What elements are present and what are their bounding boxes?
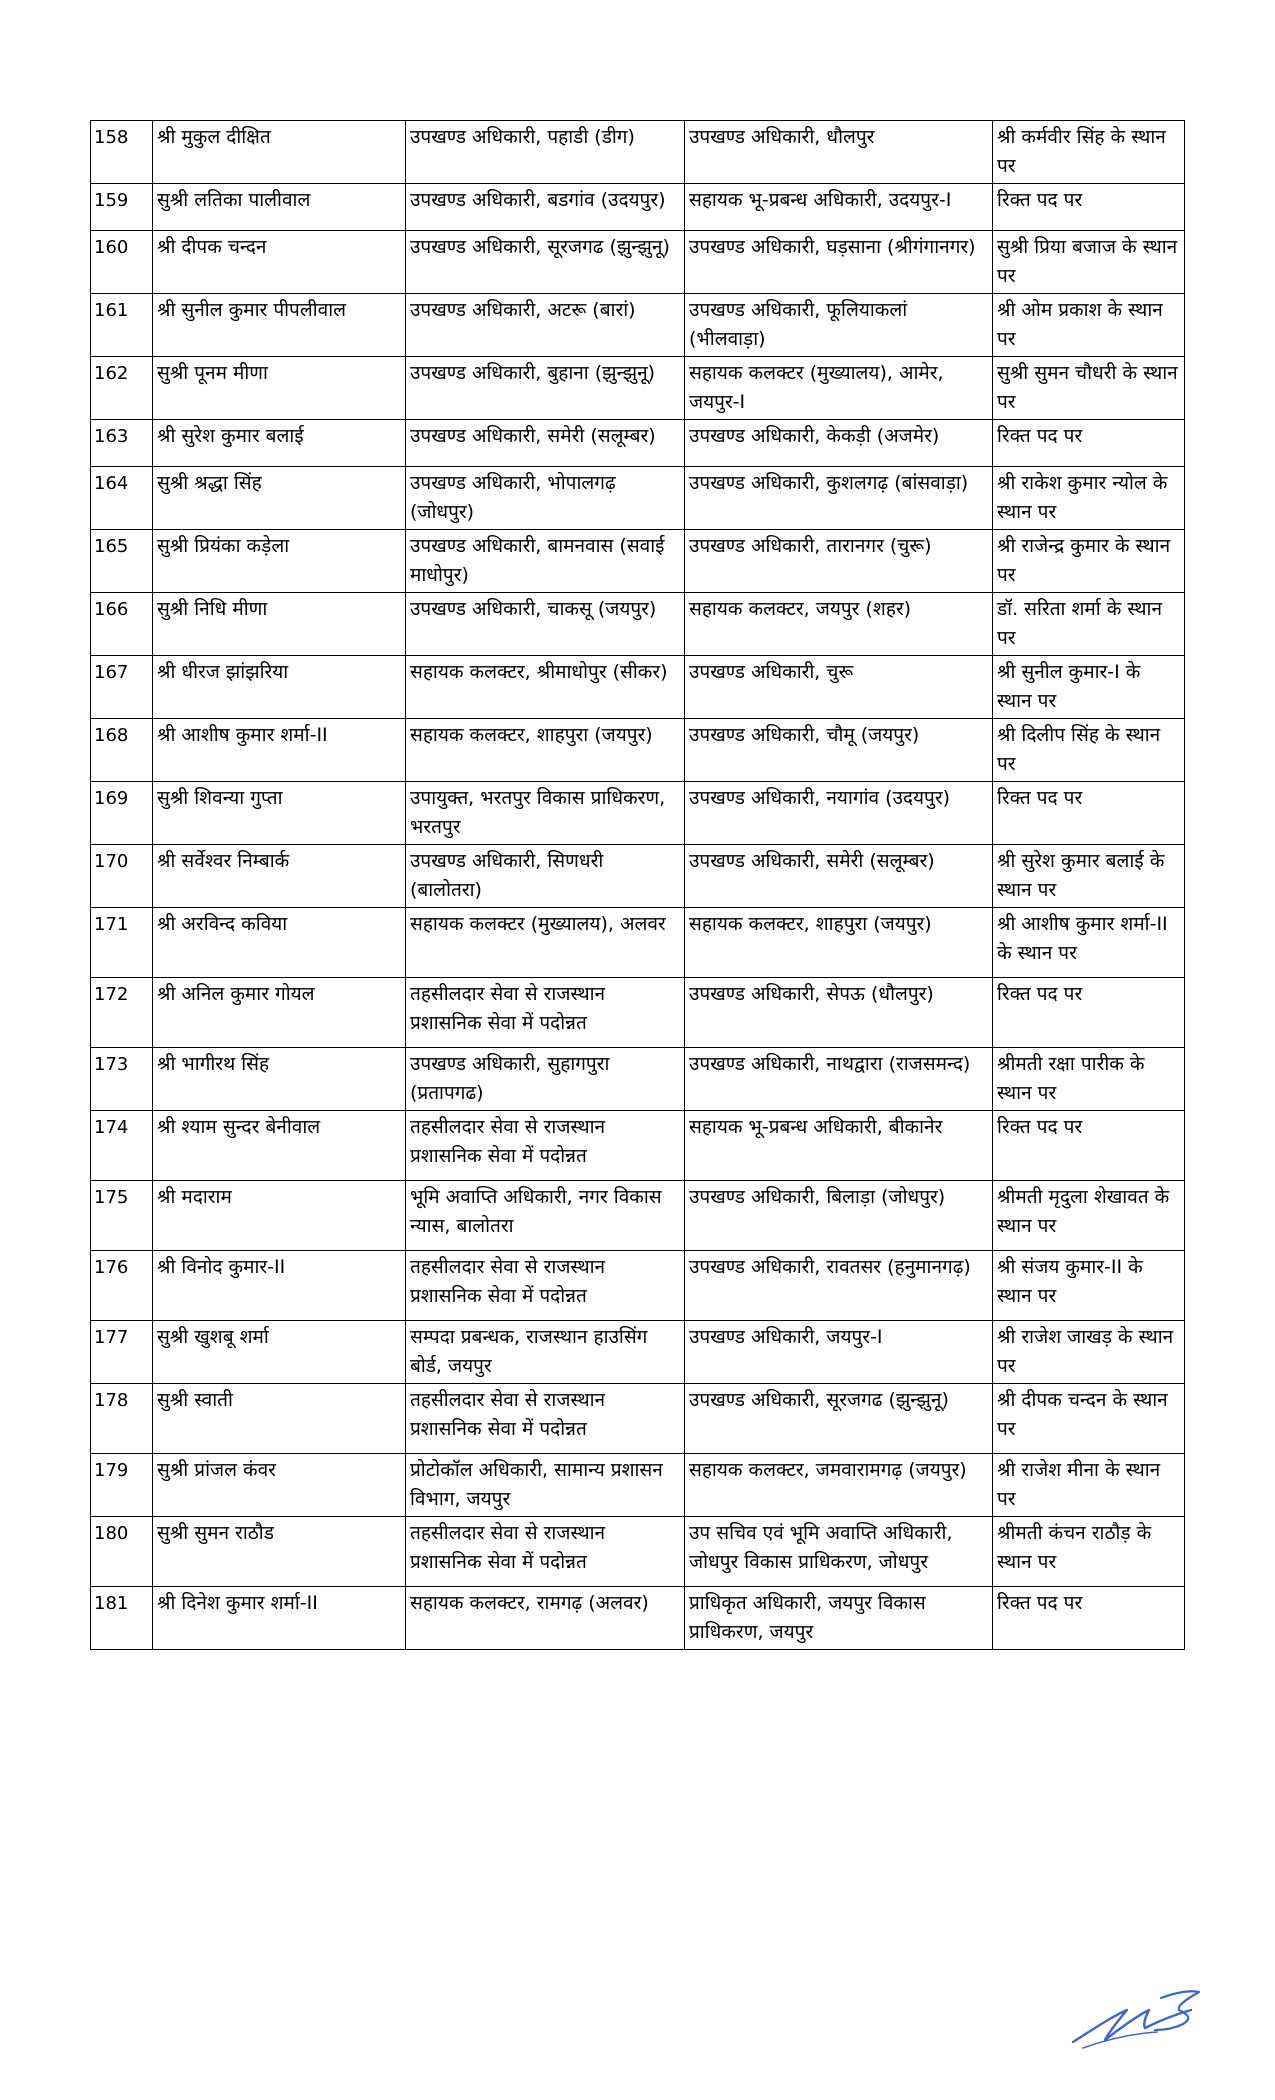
serial-number-cell: 173: [91, 1048, 153, 1111]
current-posting-cell: प्रोटोकॉल अधिकारी, सामान्य प्रशासन विभाग, जयपुर: [406, 1454, 685, 1517]
serial-number-cell: 160: [91, 231, 153, 294]
serial-number-cell: 161: [91, 294, 153, 357]
serial-number-cell: 158: [91, 121, 153, 184]
new-posting-cell: उपखण्ड अधिकारी, केकड़ी (अजमेर): [685, 420, 993, 467]
new-posting-cell: सहायक कलक्टर, जयपुर (शहर): [685, 593, 993, 656]
remark-cell: श्री सुरेश कुमार बलाई के स्थान पर: [993, 845, 1185, 908]
new-posting-cell: प्राधिकृत अधिकारी, जयपुर विकास प्राधिकरण, जयपुर: [685, 1587, 993, 1650]
remark-cell: श्री दीपक चन्दन के स्थान पर: [993, 1384, 1185, 1454]
remark-cell: सुश्री सुमन चौधरी के स्थान पर: [993, 357, 1185, 420]
serial-number-cell: 165: [91, 530, 153, 593]
current-posting-cell: उपखण्ड अधिकारी, बामनवास (सवाई माधोपुर): [406, 530, 685, 593]
remark-cell: रिक्त पद पर: [993, 978, 1185, 1048]
officer-name-cell: श्री दिनेश कुमार शर्मा-II: [153, 1587, 406, 1650]
table-row: [91, 1384, 1185, 1454]
current-posting-cell: तहसीलदार सेवा से राजस्थान प्रशासनिक सेवा में पदोन्नत: [406, 1251, 685, 1321]
table-row: [91, 719, 1185, 782]
table-row: [91, 1321, 1185, 1384]
current-posting-cell: सहायक कलक्टर (मुख्यालय), अलवर: [406, 908, 685, 978]
new-posting-cell: उप सचिव एवं भूमि अवाप्ति अधिकारी, जोधपुर विकास प्राधिकरण, जोधपुर: [685, 1517, 993, 1587]
current-posting-cell: उपखण्ड अधिकारी, पहाडी (डीग): [406, 121, 685, 184]
table-row: [91, 231, 1185, 294]
new-posting-cell: उपखण्ड अधिकारी, बिलाड़ा (जोधपुर): [685, 1181, 993, 1251]
officer-name-cell: सुश्री सुमन राठौड: [153, 1517, 406, 1587]
remark-cell: श्रीमती मृदुला शेखावत के स्थान पर: [993, 1181, 1185, 1251]
transfer-table: [90, 120, 1185, 1650]
new-posting-cell: उपखण्ड अधिकारी, सेपऊ (धौलपुर): [685, 978, 993, 1048]
serial-number-cell: 169: [91, 782, 153, 845]
table-body: [91, 121, 1185, 1650]
officer-name-cell: श्री दीपक चन्दन: [153, 231, 406, 294]
officer-name-cell: श्री सुनील कुमार पीपलीवाल: [153, 294, 406, 357]
officer-name-cell: श्री अनिल कुमार गोयल: [153, 978, 406, 1048]
remark-cell: श्री दिलीप सिंह के स्थान पर: [993, 719, 1185, 782]
new-posting-cell: उपखण्ड अधिकारी, फूलियाकलां (भीलवाड़ा): [685, 294, 993, 357]
officer-name-cell: श्री आशीष कुमार शर्मा-II: [153, 719, 406, 782]
serial-number-cell: 177: [91, 1321, 153, 1384]
officer-name-cell: सुश्री शिवन्या गुप्ता: [153, 782, 406, 845]
table-row: [91, 1048, 1185, 1111]
current-posting-cell: उपायुक्त, भरतपुर विकास प्राधिकरण, भरतपुर: [406, 782, 685, 845]
officer-name-cell: सुश्री स्वाती: [153, 1384, 406, 1454]
remark-cell: श्री सुनील कुमार-I के स्थान पर: [993, 656, 1185, 719]
serial-number-cell: 175: [91, 1181, 153, 1251]
remark-cell: श्रीमती रक्षा पारीक के स्थान पर: [993, 1048, 1185, 1111]
new-posting-cell: उपखण्ड अधिकारी, चुरू: [685, 656, 993, 719]
remark-cell: श्री आशीष कुमार शर्मा-II के स्थान पर: [993, 908, 1185, 978]
serial-number-cell: 181: [91, 1587, 153, 1650]
new-posting-cell: उपखण्ड अधिकारी, कुशलगढ़ (बांसवाड़ा): [685, 467, 993, 530]
new-posting-cell: सहायक कलक्टर (मुख्यालय), आमेर, जयपुर-I: [685, 357, 993, 420]
officer-name-cell: श्री अरविन्द कविया: [153, 908, 406, 978]
serial-number-cell: 166: [91, 593, 153, 656]
table-row: [91, 1517, 1185, 1587]
serial-number-cell: 179: [91, 1454, 153, 1517]
remark-cell: श्रीमती कंचन राठौड़ के स्थान पर: [993, 1517, 1185, 1587]
officer-name-cell: सुश्री खुशबू शर्मा: [153, 1321, 406, 1384]
officer-name-cell: सुश्री प्रियंका कड़ेला: [153, 530, 406, 593]
serial-number-cell: 170: [91, 845, 153, 908]
officer-name-cell: श्री मुकुल दीक्षित: [153, 121, 406, 184]
new-posting-cell: उपखण्ड अधिकारी, जयपुर-I: [685, 1321, 993, 1384]
table-row: [91, 184, 1185, 231]
officer-name-cell: श्री श्याम सुन्दर बेनीवाल: [153, 1111, 406, 1181]
current-posting-cell: तहसीलदार सेवा से राजस्थान प्रशासनिक सेवा में पदोन्नत: [406, 1111, 685, 1181]
remark-cell: रिक्त पद पर: [993, 782, 1185, 845]
new-posting-cell: उपखण्ड अधिकारी, धौलपुर: [685, 121, 993, 184]
current-posting-cell: सहायक कलक्टर, शाहपुरा (जयपुर): [406, 719, 685, 782]
new-posting-cell: सहायक भू-प्रबन्ध अधिकारी, उदयपुर-I: [685, 184, 993, 231]
serial-number-cell: 176: [91, 1251, 153, 1321]
officer-name-cell: श्री सर्वेश्वर निम्बार्क: [153, 845, 406, 908]
table-row: [91, 121, 1185, 184]
remark-cell: श्री राजेन्द्र कुमार के स्थान पर: [993, 530, 1185, 593]
serial-number-cell: 174: [91, 1111, 153, 1181]
current-posting-cell: उपखण्ड अधिकारी, सूरजगढ (झुन्झुनू): [406, 231, 685, 294]
serial-number-cell: 168: [91, 719, 153, 782]
table-row: [91, 1251, 1185, 1321]
table-row: [91, 593, 1185, 656]
new-posting-cell: सहायक कलक्टर, जमवारामगढ़ (जयपुर): [685, 1454, 993, 1517]
serial-number-cell: 162: [91, 357, 153, 420]
new-posting-cell: उपखण्ड अधिकारी, तारानगर (चुरू): [685, 530, 993, 593]
current-posting-cell: उपखण्ड अधिकारी, बुहाना (झुन्झुनू): [406, 357, 685, 420]
table-row: [91, 1454, 1185, 1517]
table-row: [91, 294, 1185, 357]
table-row: [91, 845, 1185, 908]
officer-name-cell: सुश्री निधि मीणा: [153, 593, 406, 656]
serial-number-cell: 171: [91, 908, 153, 978]
officer-name-cell: श्री मदाराम: [153, 1181, 406, 1251]
table-row: [91, 782, 1185, 845]
table-row: [91, 908, 1185, 978]
current-posting-cell: उपखण्ड अधिकारी, भोपालगढ़ (जोधपुर): [406, 467, 685, 530]
remark-cell: रिक्त पद पर: [993, 184, 1185, 231]
remark-cell: श्री राकेश कुमार न्योल के स्थान पर: [993, 467, 1185, 530]
current-posting-cell: सहायक कलक्टर, रामगढ़ (अलवर): [406, 1587, 685, 1650]
new-posting-cell: उपखण्ड अधिकारी, रावतसर (हनुमानगढ़): [685, 1251, 993, 1321]
officer-name-cell: सुश्री प्रांजल कंवर: [153, 1454, 406, 1517]
current-posting-cell: उपखण्ड अधिकारी, सिणधरी (बालोतरा): [406, 845, 685, 908]
remark-cell: श्री राजेश जाखड़ के स्थान पर: [993, 1321, 1185, 1384]
current-posting-cell: उपखण्ड अधिकारी, चाकसू (जयपुर): [406, 593, 685, 656]
officer-name-cell: श्री विनोद कुमार-II: [153, 1251, 406, 1321]
table-row: [91, 1587, 1185, 1650]
table-row: [91, 656, 1185, 719]
serial-number-cell: 172: [91, 978, 153, 1048]
table-row: [91, 530, 1185, 593]
remark-cell: श्री कर्मवीर सिंह के स्थान पर: [993, 121, 1185, 184]
new-posting-cell: उपखण्ड अधिकारी, चौमू (जयपुर): [685, 719, 993, 782]
table-row: [91, 467, 1185, 530]
remark-cell: सुश्री प्रिया बजाज के स्थान पर: [993, 231, 1185, 294]
remark-cell: श्री ओम प्रकाश के स्थान पर: [993, 294, 1185, 357]
current-posting-cell: सम्पदा प्रबन्धक, राजस्थान हाउसिंग बोर्ड, जयपुर: [406, 1321, 685, 1384]
remark-cell: श्री संजय कुमार-II के स्थान पर: [993, 1251, 1185, 1321]
officer-name-cell: श्री सुरेश कुमार बलाई: [153, 420, 406, 467]
table-row: [91, 420, 1185, 467]
officer-name-cell: सुश्री पूनम मीणा: [153, 357, 406, 420]
serial-number-cell: 164: [91, 467, 153, 530]
serial-number-cell: 163: [91, 420, 153, 467]
table-row: [91, 357, 1185, 420]
serial-number-cell: 178: [91, 1384, 153, 1454]
serial-number-cell: 180: [91, 1517, 153, 1587]
current-posting-cell: तहसीलदार सेवा से राजस्थान प्रशासनिक सेवा में पदोन्नत: [406, 978, 685, 1048]
officer-name-cell: श्री धीरज झांझरिया: [153, 656, 406, 719]
officer-name-cell: सुश्री लतिका पालीवाल: [153, 184, 406, 231]
current-posting-cell: तहसीलदार सेवा से राजस्थान प्रशासनिक सेवा में पदोन्नत: [406, 1517, 685, 1587]
current-posting-cell: सहायक कलक्टर, श्रीमाधोपुर (सीकर): [406, 656, 685, 719]
officer-name-cell: सुश्री श्रद्धा सिंह: [153, 467, 406, 530]
current-posting-cell: उपखण्ड अधिकारी, अटरू (बारां): [406, 294, 685, 357]
current-posting-cell: भूमि अवाप्ति अधिकारी, नगर विकास न्यास, बालोतरा: [406, 1181, 685, 1251]
signature-icon: [1065, 1970, 1205, 2060]
remark-cell: रिक्त पद पर: [993, 1587, 1185, 1650]
current-posting-cell: उपखण्ड अधिकारी, सुहागपुरा (प्रतापगढ): [406, 1048, 685, 1111]
table-row: [91, 1111, 1185, 1181]
officer-name-cell: श्री भागीरथ सिंह: [153, 1048, 406, 1111]
remark-cell: श्री राजेश मीना के स्थान पर: [993, 1454, 1185, 1517]
serial-number-cell: 167: [91, 656, 153, 719]
current-posting-cell: तहसीलदार सेवा से राजस्थान प्रशासनिक सेवा में पदोन्नत: [406, 1384, 685, 1454]
table-row: [91, 978, 1185, 1048]
new-posting-cell: उपखण्ड अधिकारी, घड़साना (श्रीगंगानगर): [685, 231, 993, 294]
new-posting-cell: सहायक भू-प्रबन्ध अधिकारी, बीकानेर: [685, 1111, 993, 1181]
new-posting-cell: सहायक कलक्टर, शाहपुरा (जयपुर): [685, 908, 993, 978]
new-posting-cell: उपखण्ड अधिकारी, नयागांव (उदयपुर): [685, 782, 993, 845]
remark-cell: रिक्त पद पर: [993, 420, 1185, 467]
new-posting-cell: उपखण्ड अधिकारी, सूरजगढ (झुन्झुनू): [685, 1384, 993, 1454]
table-row: [91, 1181, 1185, 1251]
current-posting-cell: उपखण्ड अधिकारी, बडगांव (उदयपुर): [406, 184, 685, 231]
remark-cell: रिक्त पद पर: [993, 1111, 1185, 1181]
new-posting-cell: उपखण्ड अधिकारी, नाथद्वारा (राजसमन्द): [685, 1048, 993, 1111]
current-posting-cell: उपखण्ड अधिकारी, समेरी (सलूम्बर): [406, 420, 685, 467]
remark-cell: डॉ. सरिता शर्मा के स्थान पर: [993, 593, 1185, 656]
serial-number-cell: 159: [91, 184, 153, 231]
new-posting-cell: उपखण्ड अधिकारी, समेरी (सलूम्बर): [685, 845, 993, 908]
